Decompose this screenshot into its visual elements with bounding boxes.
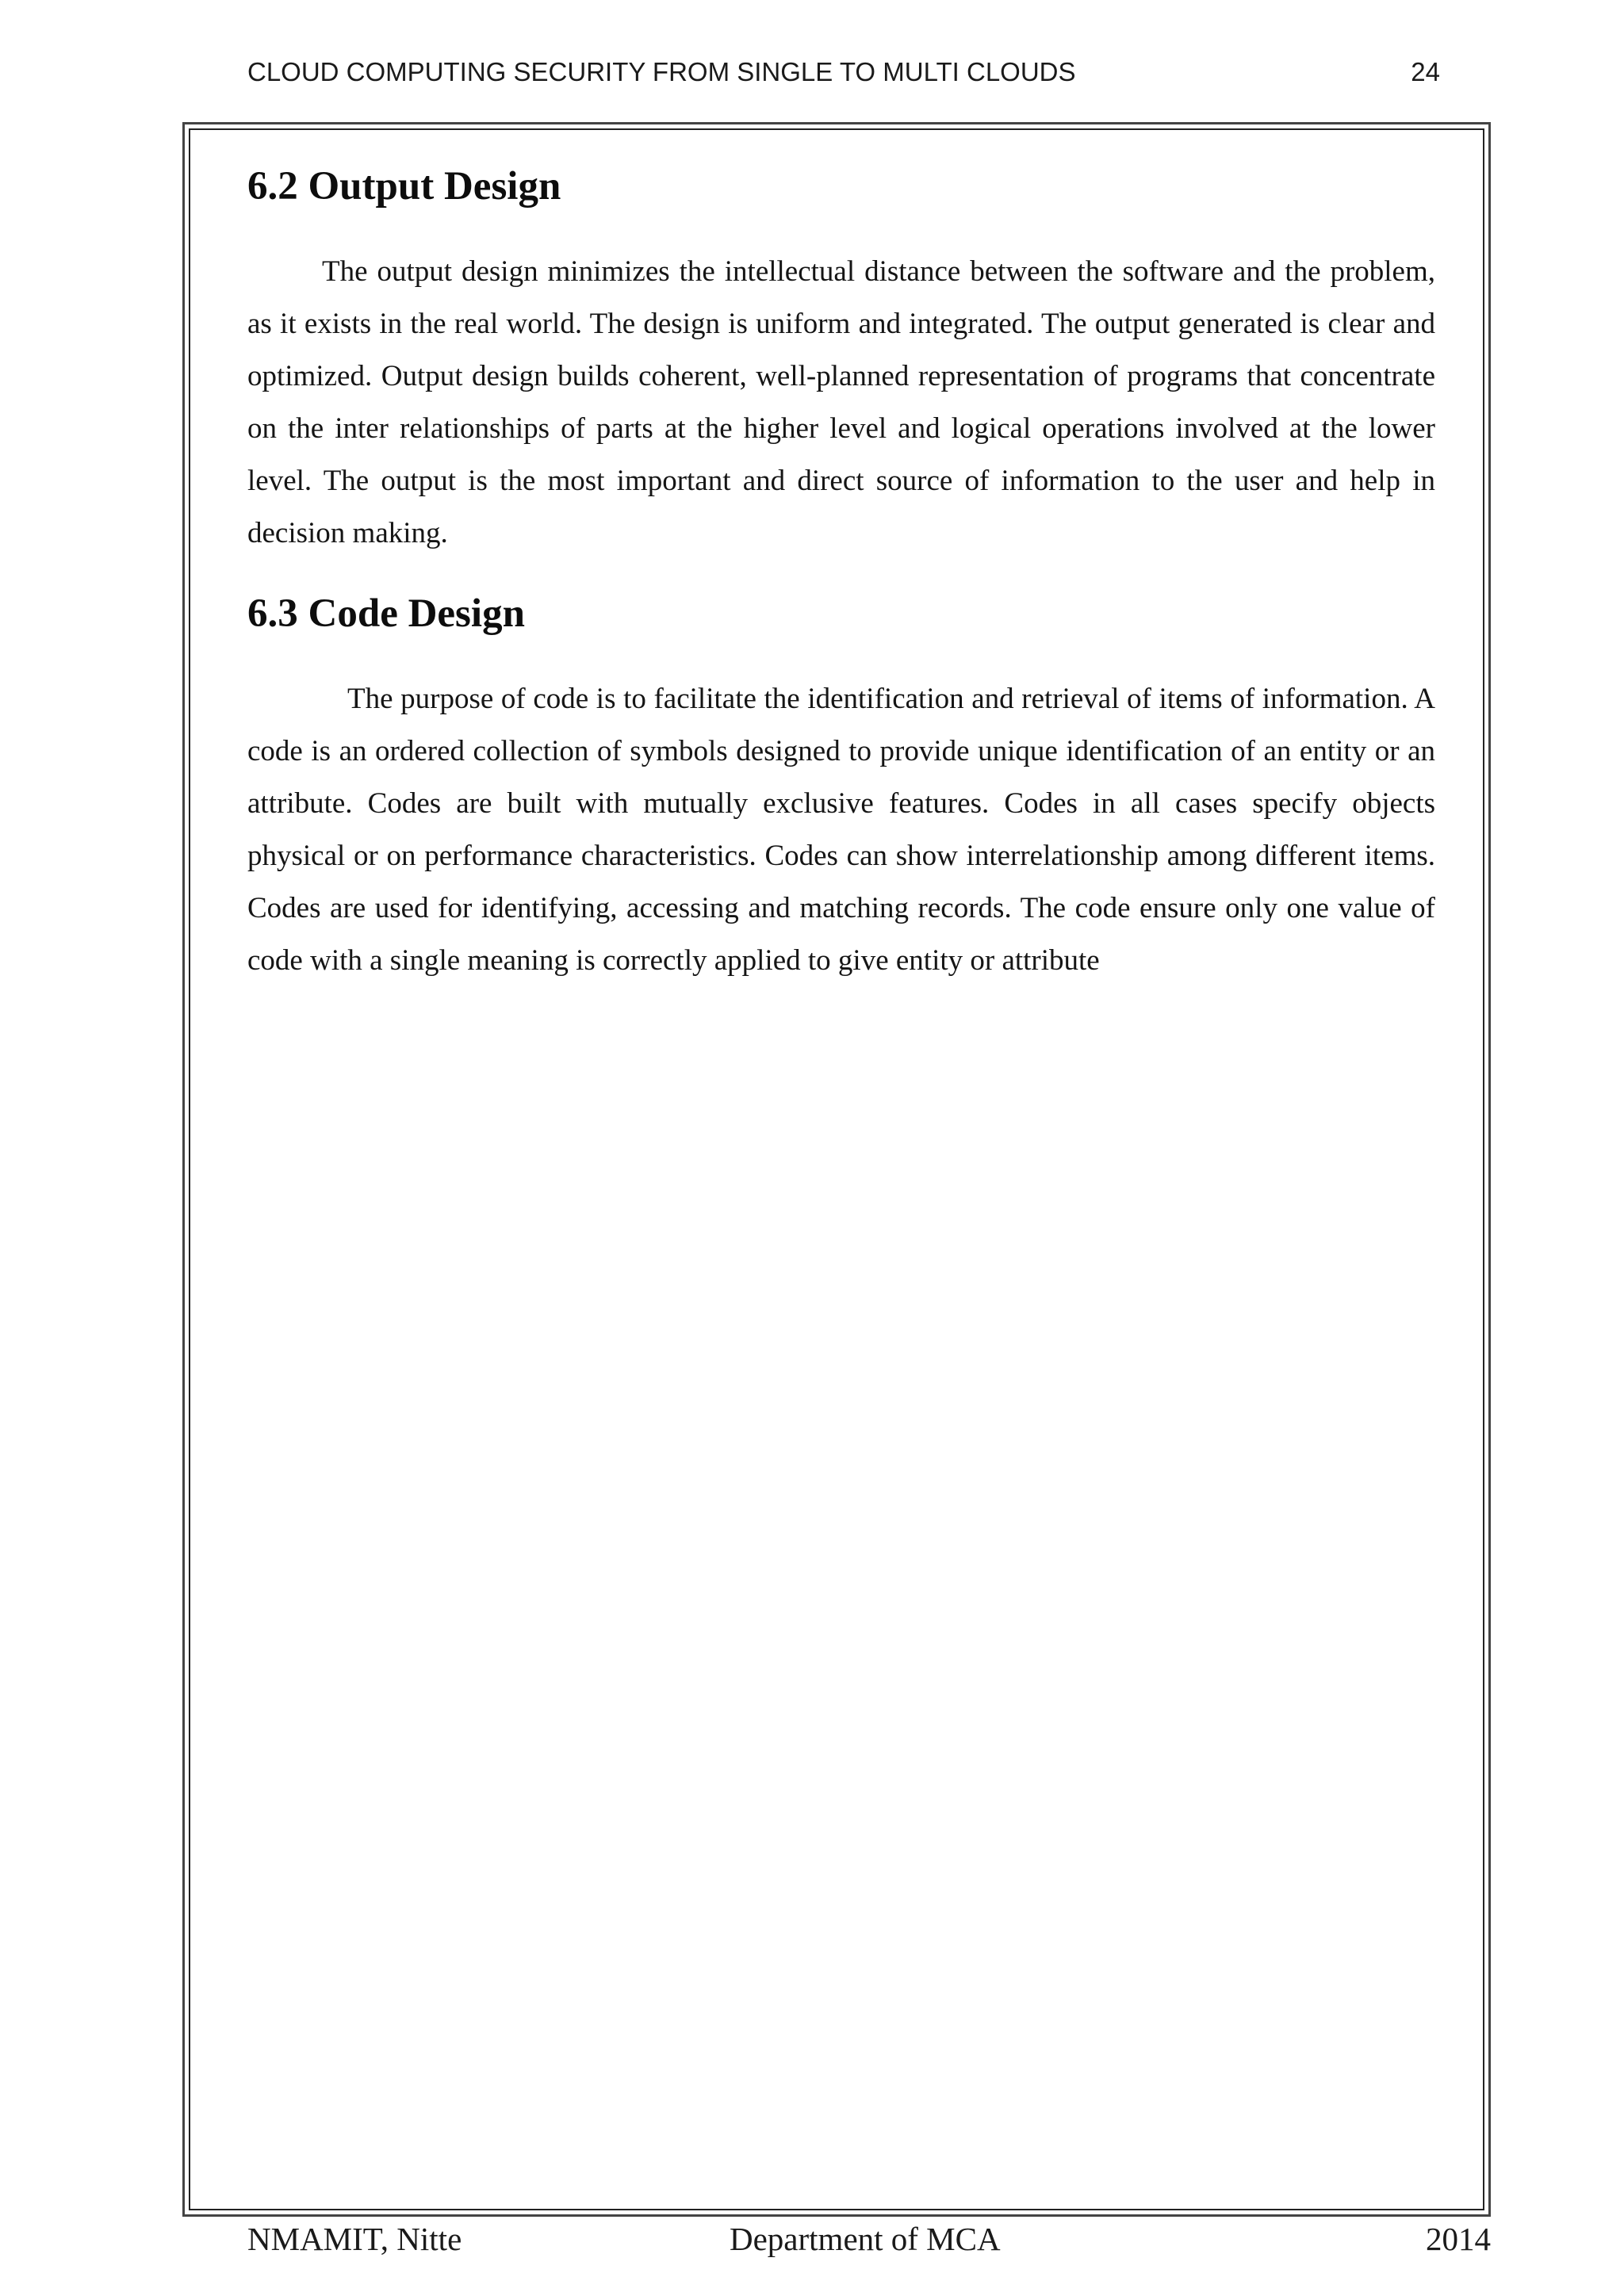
section-heading-output-design: 6.2 Output Design xyxy=(247,164,561,209)
footer-department: Department of MCA xyxy=(730,2221,1001,2257)
code-design-paragraph: The purpose of code is to facilitate the identification and retrieval of items of information. A code is an ordered collection of symbols designed to provide unique identification of an entity or an attribute. Codes are built with mutually exclusive features. Codes in all cases specify objects physical or on performance characteristics. Codes can show interrelationship among different items. Codes are used for identifying, accessing and matching records. The code ensure only one value of code with a single meaning is correctly applied to give entity or attribute xyxy=(247,683,1435,978)
section-heading-code-design: 6.3 Code Design xyxy=(247,591,525,637)
running-footer xyxy=(247,2220,1491,2264)
footer-year: 2014 xyxy=(1426,2221,1491,2257)
document-title: CLOUD COMPUTING SECURITY FROM SINGLE TO MULTI CLOUDS xyxy=(247,57,1076,86)
running-header xyxy=(247,57,1440,98)
page-number: 24 xyxy=(1411,57,1440,86)
output-design-paragraph: The output design minimizes the intellectual distance between the software and the problem, as it exists in the real world. The design is uniform and integrated. The output generated is clear and optimized. Output design builds coherent, well-planned representation of programs that concentrate on the inter relationships of parts at the higher level and logical operations involved at the lower level. The output is the most important and direct source of information to the user and help in decision making. xyxy=(247,255,1435,550)
page-content xyxy=(247,163,1435,987)
footer-institution: NMAMIT, Nitte xyxy=(247,2221,462,2257)
